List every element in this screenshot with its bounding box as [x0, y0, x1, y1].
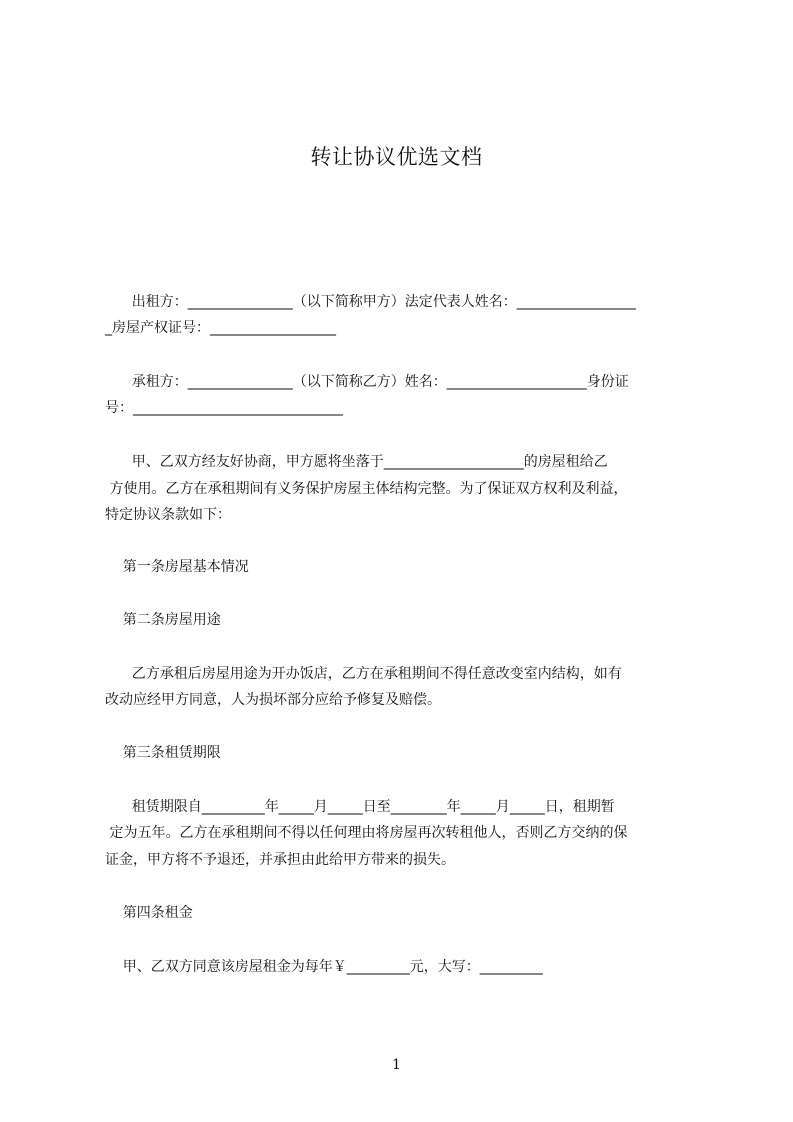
- article-2-heading: 第二条房屋用途: [105, 612, 221, 628]
- rent-line: 甲、乙双方同意该房屋租金为每年￥_________元，大写：_________: [105, 959, 543, 975]
- intro-paragraph-line-2: 方使用。乙方在承租期间有义务保护房屋主体结构完整。为了保证双方权利及利益，: [105, 481, 628, 497]
- page-title: 转让协议优选文档: [310, 145, 483, 169]
- intro-paragraph-line-1: 甲、乙双方经友好协商，甲方愿将坐落于____________________的房屋租给乙: [105, 454, 608, 470]
- lessee-line: 承租方：_______________（以下简称乙方）姓名：____________________身份证: [105, 374, 629, 390]
- id-number-line: 号：______________________________: [105, 400, 343, 416]
- article-3-heading: 第三条租赁期限: [105, 745, 221, 761]
- term-paragraph-line-2: 定为五年。乙方在承租期间不得以任何理由将房屋再次转租他人，否则乙方交纳的保: [105, 825, 628, 841]
- term-paragraph-line-3: 证金，甲方将不予退还，并承担由此给甲方带来的损失。: [105, 852, 455, 868]
- term-paragraph-line-1: 租赁期限自_________年_____月_____日至________年_____月_____日，租期暂: [105, 799, 615, 815]
- intro-paragraph-line-3: 特定协议条款如下：: [105, 507, 231, 523]
- article-1-heading: 第一条房屋基本情况: [105, 559, 249, 575]
- property-cert-line: _房屋产权证号：__________________: [105, 320, 336, 336]
- lessor-line: 出租方：_______________（以下简称甲方）法定代表人姓名：_________________: [105, 294, 636, 310]
- usage-paragraph-line-1: 乙方承租后房屋用途为开办饭店，乙方在承租期间不得任意改变室内结构，如有: [105, 666, 622, 682]
- usage-paragraph-line-2: 改动应经甲方同意，人为损坏部分应给予修复及赔偿。: [105, 692, 441, 708]
- page-number: 1: [392, 1057, 401, 1073]
- article-4-heading: 第四条租金: [105, 905, 193, 921]
